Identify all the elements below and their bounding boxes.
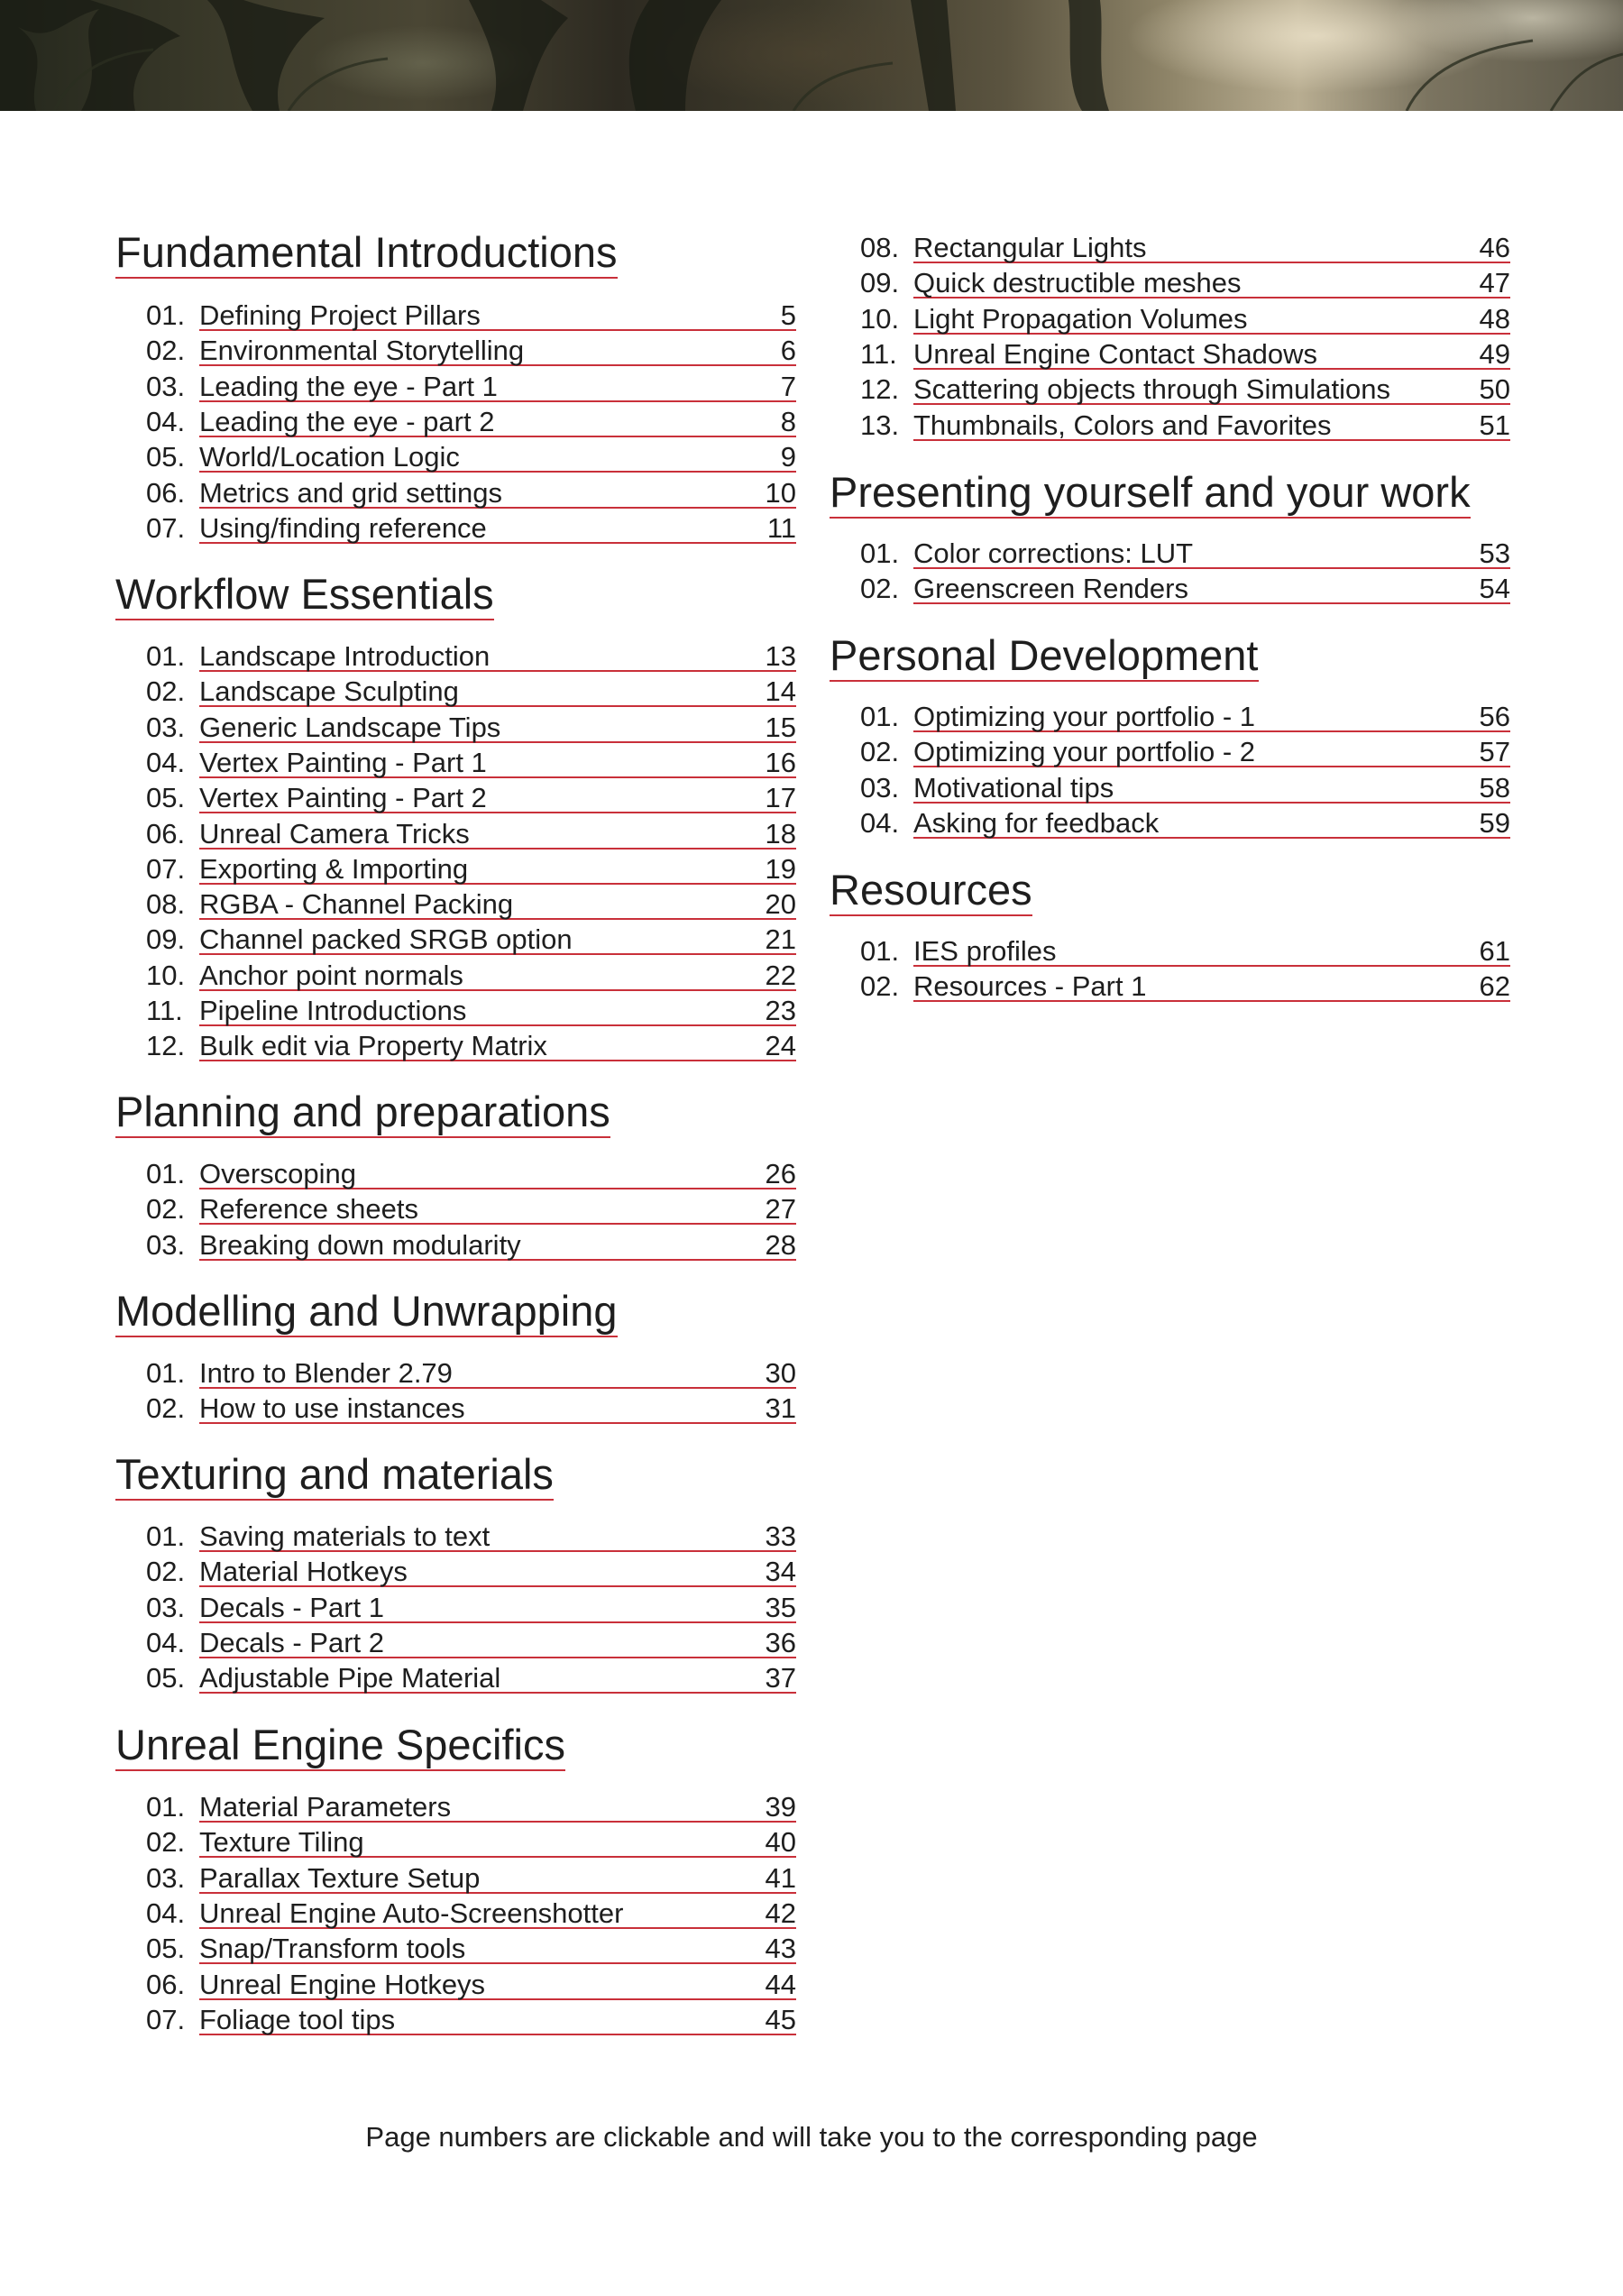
toc-entry-page-number[interactable]: 54 — [1479, 573, 1510, 605]
toc-entry-link[interactable] — [199, 1228, 796, 1261]
section-title-text: Modelling and Unwrapping — [115, 1287, 618, 1337]
toc-entry-label[interactable]: Snap/Transform tools — [199, 1933, 466, 1965]
toc-entry-resources-part-1[interactable] — [860, 969, 1510, 1004]
toc-entry-link[interactable] — [913, 372, 1510, 405]
toc-entry-page-number[interactable]: 59 — [1479, 806, 1510, 839]
toc-entry-page-number[interactable]: 6 — [780, 335, 796, 367]
toc-entry-label[interactable]: Channel packed SRGB option — [199, 923, 573, 956]
toc-entry-link[interactable] — [199, 2003, 796, 2035]
toc-entry-number: 03. — [860, 771, 900, 804]
toc-entry-number: 01. — [860, 935, 900, 967]
toc-entry-vertex-painting-part-2[interactable] — [146, 781, 796, 815]
toc-entry-link[interactable] — [199, 959, 796, 991]
toc-entry-page-number[interactable]: 23 — [765, 995, 796, 1026]
toc-entry-defining-project-pillars[interactable] — [146, 298, 796, 333]
toc-entry-page-number[interactable]: 8 — [780, 405, 796, 437]
toc-entry-label[interactable]: Rectangular Lights — [913, 232, 1147, 263]
toc-entry-number: 02. — [146, 1193, 186, 1226]
toc-entry-intro-to-blender-2-79[interactable] — [146, 1356, 796, 1391]
toc-entry-label[interactable]: Material Hotkeys — [199, 1556, 408, 1588]
toc-entry-label[interactable]: Thumbnails, Colors and Favorites — [913, 409, 1332, 441]
toc-entry-decals-part-2[interactable] — [146, 1626, 796, 1660]
toc-entry-link[interactable] — [199, 781, 796, 813]
toc-entry-label[interactable]: Intro to Blender 2.79 — [199, 1357, 453, 1389]
toc-entry-label[interactable]: Decals - Part 2 — [199, 1626, 385, 1658]
toc-entry-page-number[interactable]: 51 — [1479, 409, 1510, 441]
toc-entry-number: 11. — [146, 995, 183, 1026]
toc-entry-link[interactable] — [199, 1555, 796, 1587]
toc-entry-page-number[interactable]: 58 — [1479, 771, 1510, 804]
section-title-text: Personal Development — [830, 631, 1259, 682]
toc-entry-label[interactable]: Anchor point normals — [199, 959, 463, 991]
toc-entry-page-number[interactable]: 24 — [765, 1030, 796, 1062]
section-title-personal-development — [830, 630, 1259, 681]
toc-entry-page-number[interactable]: 56 — [1479, 701, 1510, 732]
toc-entry-foliage-tool-tips[interactable] — [146, 2003, 796, 2037]
toc-entry-page-number[interactable]: 49 — [1479, 337, 1510, 370]
toc-entry-pipeline-introductions[interactable] — [146, 994, 796, 1028]
toc-entry-label[interactable]: Generic Landscape Tips — [199, 711, 501, 743]
toc-entry-number: 09. — [146, 923, 186, 956]
toc-entry-page-number[interactable]: 27 — [765, 1193, 796, 1226]
toc-entry-number: 06. — [146, 817, 186, 850]
toc-entry-label[interactable]: Unreal Engine Contact Shadows — [913, 337, 1318, 370]
toc-entry-using-finding-reference[interactable] — [146, 511, 796, 546]
toc-entry-page-number[interactable]: 5 — [780, 299, 796, 331]
toc-entry-rgba-channel-packing[interactable] — [146, 887, 796, 922]
section-title-planning-and-preparations — [115, 1087, 610, 1137]
toc-entry-link[interactable] — [199, 1520, 796, 1552]
toc-entry-number: 02. — [146, 675, 186, 708]
toc-entry-page-number[interactable]: 15 — [765, 711, 796, 743]
toc-entry-page-number[interactable]: 19 — [765, 852, 796, 885]
toc-entry-link[interactable] — [913, 409, 1510, 441]
toc-entry-how-to-use-instances[interactable] — [146, 1391, 796, 1426]
toc-entry-label[interactable]: Optimizing your portfolio - 1 — [913, 701, 1256, 732]
toc-entry-label[interactable]: Asking for feedback — [913, 806, 1160, 839]
toc-entry-number: 02. — [860, 970, 900, 1003]
toc-entry-label[interactable]: Parallax Texture Setup — [199, 1861, 481, 1894]
toc-entry-link[interactable] — [199, 1968, 796, 2000]
toc-entry-page-number[interactable]: 62 — [1479, 970, 1510, 1003]
toc-entry-label[interactable]: Optimizing your portfolio - 2 — [913, 736, 1256, 768]
toc-entry-page-number[interactable]: 48 — [1479, 302, 1510, 335]
toc-entry-link[interactable] — [913, 302, 1510, 335]
toc-entry-number: 05. — [146, 782, 186, 814]
toc-entry-number: 04. — [146, 1896, 186, 1929]
toc-entry-material-hotkeys[interactable] — [146, 1555, 796, 1589]
toc-entry-label[interactable]: Texture Tiling — [199, 1826, 364, 1859]
foliage-silhouette-icon — [0, 0, 1623, 111]
toc-entry-link[interactable] — [913, 934, 1510, 967]
toc-entry-texture-tiling[interactable] — [146, 1825, 796, 1860]
toc-entry-channel-packed-srgb-option[interactable] — [146, 923, 796, 957]
toc-entry-number: 02. — [146, 335, 186, 367]
toc-entry-asking-for-feedback[interactable] — [860, 806, 1510, 840]
toc-entry-label[interactable]: Unreal Engine Hotkeys — [199, 1968, 486, 2000]
toc-entry-link[interactable] — [199, 370, 796, 402]
toc-entry-page-number[interactable]: 13 — [765, 640, 796, 672]
toc-entry-link[interactable] — [199, 711, 796, 743]
toc-entry-label[interactable]: Reference sheets — [199, 1193, 418, 1226]
toc-entry-page-number[interactable]: 41 — [765, 1861, 796, 1894]
toc-entry-number: 05. — [146, 1662, 186, 1694]
toc-entry-link[interactable] — [199, 1591, 796, 1623]
toc-entry-page-number[interactable]: 17 — [765, 782, 796, 814]
toc-entry-unreal-engine-contact-shadows[interactable] — [860, 337, 1510, 372]
toc-entry-reference-sheets[interactable] — [146, 1192, 796, 1226]
toc-entry-unreal-engine-auto-screenshotter[interactable] — [146, 1896, 796, 1931]
toc-entry-number: 05. — [146, 441, 186, 473]
toc-entry-page-number[interactable]: 34 — [765, 1556, 796, 1588]
toc-entry-label[interactable]: RGBA - Channel Packing — [199, 888, 514, 921]
toc-entry-label[interactable]: Exporting & Importing — [199, 852, 469, 885]
toc-entry-label[interactable]: Landscape Introduction — [199, 640, 491, 672]
toc-entry-page-number[interactable]: 45 — [765, 2003, 796, 2035]
toc-entry-link[interactable] — [199, 1661, 796, 1694]
toc-entry-page-number[interactable]: 44 — [765, 1968, 796, 2000]
toc-entry-page-number[interactable]: 37 — [765, 1662, 796, 1694]
toc-entry-number: 01. — [146, 1520, 186, 1552]
toc-entry-page-number[interactable]: 57 — [1479, 736, 1510, 768]
toc-entry-label[interactable]: Vertex Painting - Part 1 — [199, 746, 487, 778]
toc-entry-link[interactable] — [913, 337, 1510, 370]
toc-entry-label[interactable]: Saving materials to text — [199, 1520, 491, 1552]
toc-entry-number: 04. — [146, 1626, 186, 1658]
toc-entry-link[interactable] — [199, 1790, 796, 1823]
toc-entry-number: 04. — [146, 746, 186, 778]
toc-entry-quick-destructible-meshes[interactable] — [860, 266, 1510, 300]
toc-entry-scattering-objects-through-simulations[interactable] — [860, 372, 1510, 407]
toc-entry-number: 01. — [146, 1357, 186, 1389]
toc-entry-link[interactable] — [199, 440, 796, 473]
toc-entry-link[interactable] — [199, 1626, 796, 1658]
toc-entry-landscape-introduction[interactable] — [146, 639, 796, 674]
toc-entry-link[interactable] — [199, 1861, 796, 1894]
toc-entry-snap-transform-tools[interactable] — [146, 1932, 796, 1966]
toc-entry-optimizing-your-portfolio-2[interactable] — [860, 735, 1510, 769]
section-title-presenting-yourself-and-your-work — [830, 467, 1471, 518]
toc-entry-link[interactable] — [199, 476, 796, 509]
toc-entry-link[interactable] — [199, 1896, 796, 1929]
toc-entry-page-number[interactable]: 11 — [766, 511, 796, 544]
toc-entry-optimizing-your-portfolio-1[interactable] — [860, 700, 1510, 734]
toc-entry-label[interactable]: Greenscreen Renders — [913, 573, 1188, 605]
toc-entry-label[interactable]: Landscape Sculpting — [199, 675, 459, 708]
toc-entry-label[interactable]: Unreal Camera Tricks — [199, 817, 470, 850]
toc-entry-number: 03. — [146, 1228, 186, 1261]
toc-entry-number: 01. — [860, 537, 900, 569]
section-title-text: Resources — [830, 866, 1032, 916]
toc-entry-greenscreen-renders[interactable] — [860, 572, 1510, 606]
toc-entry-anchor-point-normals[interactable] — [146, 959, 796, 993]
toc-entry-label[interactable]: Unreal Engine Auto-Screenshotter — [199, 1896, 624, 1929]
toc-entry-page-number[interactable]: 18 — [765, 817, 796, 850]
toc-entry-label[interactable]: Material Parameters — [199, 1791, 452, 1823]
toc-entry-ies-profiles[interactable] — [860, 934, 1510, 969]
toc-entry-metrics-and-grid-settings[interactable] — [146, 476, 796, 510]
toc-entry-link[interactable] — [913, 771, 1510, 804]
toc-entry-page-number[interactable]: 20 — [765, 888, 796, 921]
toc-entry-label[interactable]: Bulk edit via Property Matrix — [199, 1030, 547, 1062]
toc-entry-adjustable-pipe-material[interactable] — [146, 1661, 796, 1695]
toc-entry-number: 13. — [860, 409, 900, 441]
toc-entry-bulk-edit-via-property-matrix[interactable] — [146, 1029, 796, 1063]
toc-entry-number: 08. — [146, 888, 186, 921]
toc-entry-label[interactable]: Leading the eye - Part 1 — [199, 370, 498, 402]
toc-entry-saving-materials-to-text[interactable] — [146, 1520, 796, 1554]
toc-entry-link[interactable] — [199, 746, 796, 778]
toc-entry-link[interactable] — [199, 817, 796, 850]
section-title-text: Fundamental Introductions — [115, 228, 618, 279]
toc-entry-page-number[interactable]: 31 — [765, 1392, 796, 1425]
toc-entry-link[interactable] — [913, 700, 1510, 732]
toc-entry-link[interactable] — [199, 1029, 796, 1061]
jungle-header-image — [0, 0, 1623, 111]
section-title-text: Workflow Essentials — [115, 570, 494, 620]
toc-entry-world-location-logic[interactable] — [146, 440, 796, 474]
toc-entry-page-number[interactable]: 30 — [765, 1357, 796, 1389]
section-title-unreal-engine-specifics — [115, 1720, 565, 1770]
toc-entry-link[interactable] — [199, 1356, 796, 1389]
toc-entry-label[interactable]: Color corrections: LUT — [913, 537, 1194, 569]
toc-entry-number: 04. — [860, 806, 900, 839]
toc-entry-number: 07. — [146, 852, 186, 885]
toc-entry-link[interactable] — [913, 537, 1510, 569]
toc-entry-overscoping[interactable] — [146, 1157, 796, 1191]
toc-entry-label[interactable]: Decals - Part 1 — [199, 1591, 385, 1623]
toc-entry-link[interactable] — [199, 994, 796, 1026]
toc-entry-generic-landscape-tips[interactable] — [146, 711, 796, 745]
toc-entry-page-number[interactable]: 21 — [765, 923, 796, 956]
toc-entry-motivational-tips[interactable] — [860, 771, 1510, 805]
toc-entry-number: 06. — [146, 476, 186, 509]
toc-entry-label[interactable]: Scattering objects through Simulations — [913, 373, 1391, 406]
toc-entry-page-number[interactable]: 36 — [765, 1626, 796, 1658]
toc-entry-label[interactable]: Defining Project Pillars — [199, 299, 481, 331]
toc-entry-page-number[interactable]: 22 — [765, 959, 796, 991]
toc-entry-label[interactable]: IES profiles — [913, 935, 1057, 967]
toc-entry-number: 10. — [146, 959, 186, 991]
section-title-text: Unreal Engine Specifics — [115, 1721, 565, 1771]
toc-entry-number: 01. — [146, 1791, 186, 1823]
footer-note: Page numbers are clickable and will take you to the corresponding page — [365, 2121, 1258, 2153]
toc-entry-link[interactable] — [199, 1391, 796, 1424]
toc-entry-link[interactable] — [913, 572, 1510, 604]
toc-entry-page-number[interactable]: 35 — [765, 1591, 796, 1623]
toc-entry-label[interactable]: Pipeline Introductions — [199, 995, 467, 1026]
toc-entry-link[interactable] — [199, 334, 796, 366]
toc-entry-number: 01. — [146, 299, 186, 331]
toc-entry-leading-the-eye-part-2[interactable] — [146, 405, 796, 439]
toc-entry-label[interactable]: Vertex Painting - Part 2 — [199, 782, 487, 814]
toc-entry-color-corrections-lut[interactable] — [860, 537, 1510, 571]
toc-entry-leading-the-eye-part-1[interactable] — [146, 370, 796, 404]
toc-entry-label[interactable]: Using/finding reference — [199, 511, 487, 544]
toc-entry-link[interactable] — [199, 1825, 796, 1858]
toc-entry-label[interactable]: Leading the eye - part 2 — [199, 405, 495, 437]
section-title-modelling-and-unwrapping — [115, 1286, 618, 1336]
toc-entry-number: 09. — [860, 267, 900, 299]
toc-entry-number: 02. — [146, 1392, 186, 1425]
toc-entry-number: 01. — [146, 1158, 186, 1189]
toc-entry-link[interactable] — [913, 806, 1510, 839]
toc-entry-page-number[interactable]: 26 — [765, 1158, 796, 1189]
toc-entry-breaking-down-modularity[interactable] — [146, 1228, 796, 1263]
toc-entry-thumbnails-colors-and-favorites[interactable] — [860, 409, 1510, 443]
toc-entry-unreal-camera-tricks[interactable] — [146, 817, 796, 851]
toc-entry-number: 05. — [146, 1933, 186, 1965]
toc-entry-link[interactable] — [199, 852, 796, 885]
toc-entry-page-number[interactable]: 61 — [1479, 935, 1510, 967]
toc-entry-page-number[interactable]: 10 — [765, 476, 796, 509]
toc-entry-link[interactable] — [199, 675, 796, 707]
toc-entry-number: 03. — [146, 1861, 186, 1894]
toc-entry-environmental-storytelling[interactable] — [146, 334, 796, 368]
toc-entry-number: 08. — [860, 232, 900, 263]
toc-entry-number: 12. — [860, 373, 900, 406]
toc-entry-label[interactable]: How to use instances — [199, 1392, 465, 1425]
toc-entry-number: 11. — [860, 337, 897, 370]
toc-entry-link[interactable] — [199, 1157, 796, 1189]
toc-entry-label[interactable]: Adjustable Pipe Material — [199, 1662, 501, 1694]
toc-entry-page-number[interactable]: 33 — [765, 1520, 796, 1552]
toc-entry-number: 03. — [146, 1591, 186, 1623]
toc-entry-link[interactable] — [199, 1192, 796, 1225]
toc-entry-link[interactable] — [199, 1932, 796, 1964]
toc-entry-page-number[interactable]: 50 — [1479, 373, 1510, 406]
toc-entry-label[interactable]: World/Location Logic — [199, 441, 460, 473]
toc-entry-number: 10. — [860, 302, 900, 335]
toc-entry-number: 04. — [146, 405, 186, 437]
toc-entry-link[interactable] — [199, 887, 796, 920]
toc-entry-page-number[interactable]: 7 — [780, 370, 796, 402]
toc-entry-light-propagation-volumes[interactable] — [860, 302, 1510, 336]
toc-entry-number: 02. — [860, 736, 900, 768]
toc-entry-number: 06. — [146, 1968, 186, 2000]
toc-entry-label[interactable]: Overscoping — [199, 1158, 357, 1189]
toc-entry-number: 01. — [146, 640, 186, 672]
toc-entry-decals-part-1[interactable] — [146, 1591, 796, 1625]
toc-entry-number: 01. — [860, 701, 900, 732]
toc-entry-rectangular-lights[interactable] — [860, 231, 1510, 265]
toc-entry-link[interactable] — [913, 266, 1510, 298]
toc-entry-label[interactable]: Metrics and grid settings — [199, 476, 502, 509]
toc-entry-landscape-sculpting[interactable] — [146, 675, 796, 709]
toc-entry-link[interactable] — [913, 735, 1510, 767]
toc-entry-number: 12. — [146, 1030, 186, 1062]
section-title-workflow-essentials — [115, 569, 494, 620]
toc-entry-label[interactable]: Resources - Part 1 — [913, 970, 1147, 1003]
toc-entry-number: 07. — [146, 2003, 186, 2035]
toc-entry-page-number[interactable]: 43 — [765, 1933, 796, 1965]
toc-entry-vertex-painting-part-1[interactable] — [146, 746, 796, 780]
toc-entry-number: 02. — [860, 573, 900, 605]
toc-entry-label[interactable]: Breaking down modularity — [199, 1228, 521, 1261]
toc-entry-exporting-importing[interactable] — [146, 852, 796, 886]
toc-entry-number: 03. — [146, 711, 186, 743]
toc-entry-link[interactable] — [199, 298, 796, 331]
toc-entry-parallax-texture-setup[interactable] — [146, 1861, 796, 1896]
toc-entry-number: 03. — [146, 370, 186, 402]
toc-entry-link[interactable] — [199, 405, 796, 437]
toc-entry-unreal-engine-hotkeys[interactable] — [146, 1968, 796, 2002]
toc-entry-link[interactable] — [913, 969, 1510, 1002]
toc-entry-page-number[interactable]: 39 — [765, 1791, 796, 1823]
toc-entry-link[interactable] — [913, 231, 1510, 263]
toc-entry-page-number[interactable]: 42 — [765, 1896, 796, 1929]
toc-entry-page-number[interactable]: 40 — [765, 1826, 796, 1859]
toc-entry-link[interactable] — [199, 639, 796, 672]
toc-entry-label[interactable]: Light Propagation Volumes — [913, 302, 1248, 335]
toc-entry-number: 02. — [146, 1556, 186, 1588]
section-title-texturing-and-materials — [115, 1449, 554, 1500]
toc-entry-label[interactable]: Environmental Storytelling — [199, 335, 525, 367]
toc-entry-page-number[interactable]: 47 — [1479, 267, 1510, 299]
toc-entry-page-number[interactable]: 14 — [765, 675, 796, 708]
section-title-text: Texturing and materials — [115, 1450, 554, 1501]
toc-entry-number: 07. — [146, 511, 186, 544]
toc-entry-page-number[interactable]: 16 — [765, 746, 796, 778]
section-title-fundamental-introductions — [115, 227, 618, 278]
section-title-text: Planning and preparations — [115, 1088, 610, 1138]
toc-entry-label[interactable]: Foliage tool tips — [199, 2003, 396, 2035]
toc-entry-link[interactable] — [199, 511, 796, 544]
toc-entry-link[interactable] — [199, 923, 796, 955]
toc-entry-material-parameters[interactable] — [146, 1790, 796, 1824]
section-title-text: Presenting yourself and your work — [830, 468, 1471, 519]
toc-entry-page-number[interactable]: 53 — [1479, 537, 1510, 569]
toc-entry-label[interactable]: Motivational tips — [913, 771, 1114, 804]
section-title-resources — [830, 865, 1032, 915]
toc-entry-number: 02. — [146, 1826, 186, 1859]
toc-entry-label[interactable]: Quick destructible meshes — [913, 267, 1242, 299]
toc-entry-page-number[interactable]: 46 — [1479, 232, 1510, 263]
toc-entry-page-number[interactable]: 28 — [765, 1228, 796, 1261]
toc-entry-page-number[interactable]: 9 — [780, 441, 796, 473]
